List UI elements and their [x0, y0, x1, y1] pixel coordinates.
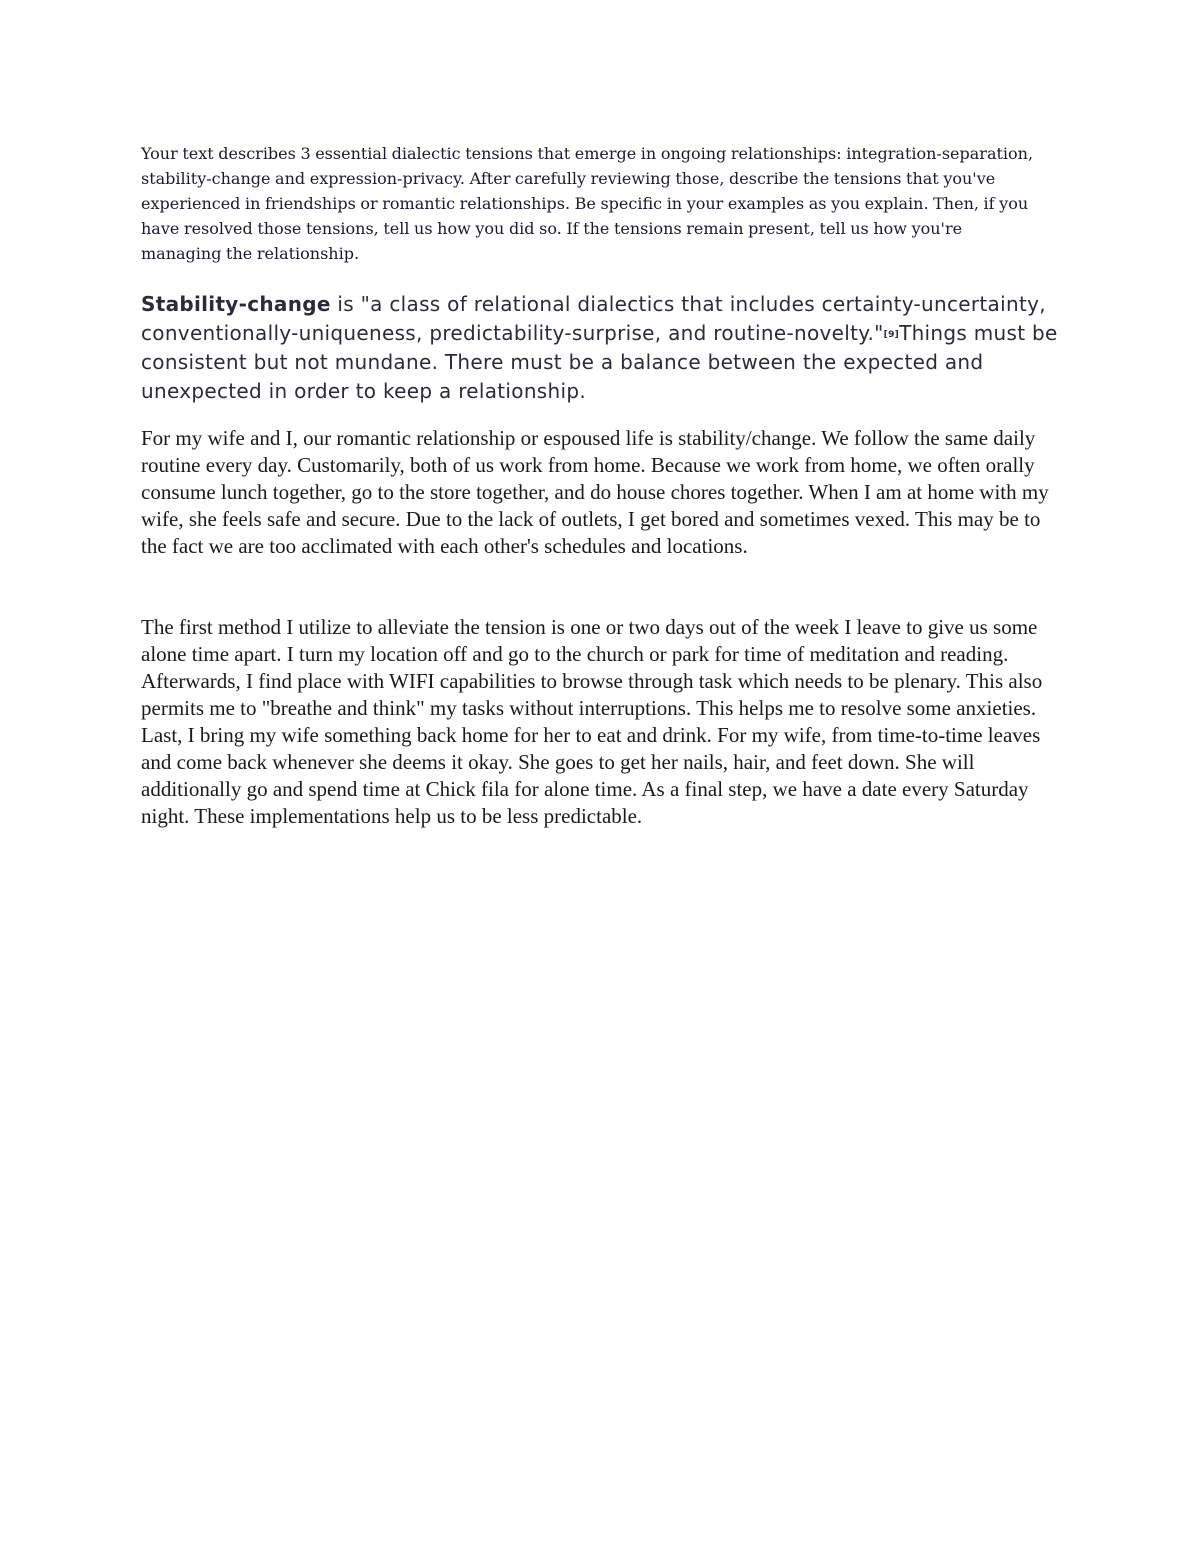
- citation-reference: [9]: [883, 330, 900, 340]
- definition-paragraph: [141, 290, 1061, 406]
- body-paragraph-1: For my wife and I, our romantic relationship or espoused life is stability/change. We follow the same daily routine every day. Customarily, both of us work from home. Because we work from home, we often orally consume lunch together, go to the store together, and do house chores together. When I am at home with my wife, she feels safe and secure. Due to the lack of outlets, I get bored and sometimes vexed. This may be to the fact we are too acclimated with each other's schedules and locations.: [141, 426, 1049, 558]
- definition-term: Stability-change: [141, 292, 331, 316]
- definition-explanation: Things must be consistent but not mundane. There must be a balance between the expected and unexpected in order to keep a relationship.: [141, 321, 1058, 403]
- assignment-prompt: Your text describes 3 essential dialectic tensions that emerge in ongoing relationships: integration-separation, stability-change and expression-privacy. After carefully reviewing those, describe the tensions that you've experienced in friendships or romantic relationships. Be specific in your examples as you explain. Then, if you have resolved those tensions, tell us how you did so. If the tensions remain present, tell us how you're managing the relationship.: [141, 144, 1034, 263]
- definition-text: is "a class of relational dialectics that includes certainty-uncertainty, conventionally-uniqueness, predictability-surprise, and routine-novelty.": [141, 292, 1046, 345]
- body-paragraph-2: The first method I utilize to alleviate the tension is one or two days out of the week I leave to give us some alone time apart. I turn my location off and go to the church or park for time of meditation and reading. Afterwards, I find place with WIFI capabilities to browse through task which needs to be plenary. This also permits me to "breathe and think" my tasks without interruptions. This helps me to resolve some anxieties. Last, I bring my wife something back home for her to eat and drink. For my wife, from time-to-time leaves and come back whenever she deems it okay. She goes to get her nails, hair, and feet down. She will additionally go and spend time at Chick fila for alone time. As a final step, we have a date every Saturday night. These implementations help us to be less predictable.: [141, 615, 1043, 828]
